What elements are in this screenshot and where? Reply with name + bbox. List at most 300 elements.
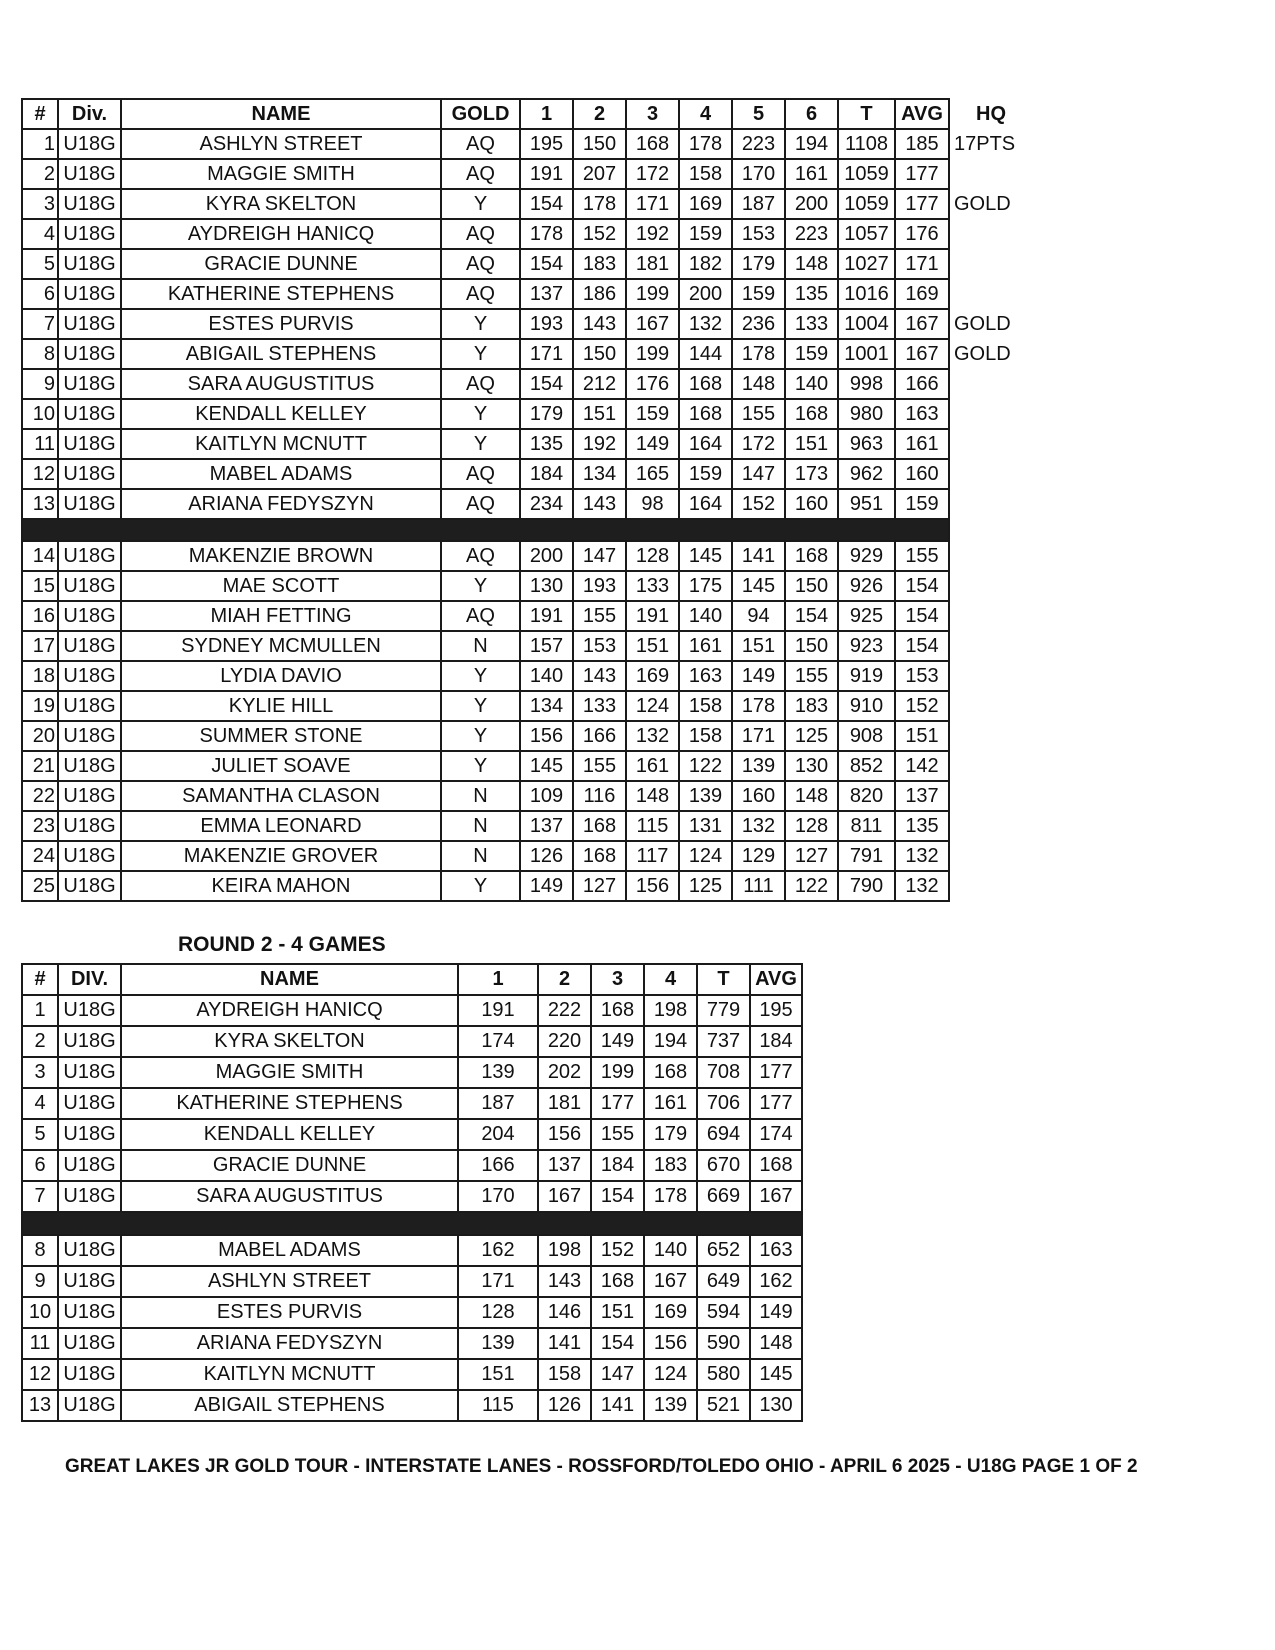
game-6-cell: 223 bbox=[785, 219, 838, 249]
rank-cell: 21 bbox=[22, 751, 58, 781]
name-cell: ABIGAIL STEPHENS bbox=[121, 339, 441, 369]
game-2-cell: 126 bbox=[538, 1390, 591, 1421]
game-4-cell: 182 bbox=[679, 249, 732, 279]
hq-note: GOLD bbox=[954, 342, 1011, 365]
hq-note bbox=[949, 751, 1029, 781]
game-4-cell: 132 bbox=[679, 309, 732, 339]
gold-cell: AQ bbox=[441, 129, 520, 159]
game-4-cell: 156 bbox=[644, 1328, 697, 1359]
game-4-cell: 140 bbox=[679, 601, 732, 631]
rank-cell: 8 bbox=[22, 339, 58, 369]
div-cell: U18G bbox=[58, 721, 121, 751]
div-cell: U18G bbox=[58, 219, 121, 249]
game-4-cell: 131 bbox=[679, 811, 732, 841]
game-3-cell: 176 bbox=[626, 369, 679, 399]
col-header-game-3: 3 bbox=[591, 964, 644, 995]
table-row bbox=[22, 601, 1029, 631]
rank-cell: 11 bbox=[22, 429, 58, 459]
table-row bbox=[22, 1390, 802, 1421]
game-2-cell: 166 bbox=[573, 721, 626, 751]
name-cell: KATHERINE STEPHENS bbox=[121, 279, 441, 309]
game-5-cell: 129 bbox=[732, 841, 785, 871]
game-3-cell: 149 bbox=[591, 1026, 644, 1057]
rank-cell: 3 bbox=[22, 1057, 58, 1088]
game-2-cell: 116 bbox=[573, 781, 626, 811]
rank-cell: 4 bbox=[22, 1088, 58, 1119]
div-cell: U18G bbox=[58, 1088, 121, 1119]
game-6-cell: 150 bbox=[785, 631, 838, 661]
div-cell: U18G bbox=[58, 1057, 121, 1088]
name-cell: MAGGIE SMITH bbox=[121, 159, 441, 189]
total-cell: 737 bbox=[697, 1026, 750, 1057]
game-2-cell: 143 bbox=[573, 309, 626, 339]
total-cell: 594 bbox=[697, 1297, 750, 1328]
hq-note bbox=[949, 781, 1029, 811]
hq-note bbox=[949, 369, 1029, 399]
hq-note bbox=[949, 489, 1029, 519]
game-3-cell: 161 bbox=[626, 751, 679, 781]
name-cell: JULIET SOAVE bbox=[121, 751, 441, 781]
name-cell: KAITLYN MCNUTT bbox=[121, 429, 441, 459]
game-1-cell: 171 bbox=[520, 339, 573, 369]
col-header-rank: # bbox=[22, 964, 58, 995]
div-cell: U18G bbox=[58, 1235, 121, 1266]
div-cell: U18G bbox=[58, 841, 121, 871]
game-6-cell: 128 bbox=[785, 811, 838, 841]
rank-cell: 7 bbox=[22, 1181, 58, 1212]
game-3-cell: 167 bbox=[626, 309, 679, 339]
total-cell: 980 bbox=[838, 399, 895, 429]
game-6-cell: 130 bbox=[785, 751, 838, 781]
game-3-cell: 155 bbox=[591, 1119, 644, 1150]
game-6-cell: 173 bbox=[785, 459, 838, 489]
table-header-row bbox=[22, 99, 1029, 129]
total-cell: 919 bbox=[838, 661, 895, 691]
game-2-cell: 220 bbox=[538, 1026, 591, 1057]
gold-cell: AQ bbox=[441, 601, 520, 631]
game-4-cell: 178 bbox=[679, 129, 732, 159]
game-1-cell: 154 bbox=[520, 249, 573, 279]
game-5-cell: 171 bbox=[732, 721, 785, 751]
avg-cell: 166 bbox=[895, 369, 949, 399]
div-cell: U18G bbox=[58, 459, 121, 489]
total-cell: 908 bbox=[838, 721, 895, 751]
table-row bbox=[22, 1150, 802, 1181]
game-4-cell: 140 bbox=[644, 1235, 697, 1266]
total-cell: 1059 bbox=[838, 189, 895, 219]
game-5-cell: 141 bbox=[732, 541, 785, 571]
table-row bbox=[22, 429, 1029, 459]
game-3-cell: 128 bbox=[626, 541, 679, 571]
table-row bbox=[22, 1057, 802, 1088]
game-4-cell: 194 bbox=[644, 1026, 697, 1057]
game-4-cell: 124 bbox=[644, 1359, 697, 1390]
avg-cell: 152 bbox=[895, 691, 949, 721]
table-body bbox=[22, 129, 1029, 901]
game-6-cell: 150 bbox=[785, 571, 838, 601]
div-cell: U18G bbox=[58, 339, 121, 369]
total-cell: 791 bbox=[838, 841, 895, 871]
table-row bbox=[22, 661, 1029, 691]
name-cell: ARIANA FEDYSZYN bbox=[121, 1328, 458, 1359]
total-cell: 951 bbox=[838, 489, 895, 519]
gold-cell: AQ bbox=[441, 541, 520, 571]
game-1-cell: 204 bbox=[458, 1119, 538, 1150]
div-cell: U18G bbox=[58, 1390, 121, 1421]
game-4-cell: 158 bbox=[679, 159, 732, 189]
name-cell: MAKENZIE BROWN bbox=[121, 541, 441, 571]
rank-cell: 12 bbox=[22, 459, 58, 489]
total-cell: 1016 bbox=[838, 279, 895, 309]
avg-cell: 168 bbox=[750, 1150, 802, 1181]
game-5-cell: 223 bbox=[732, 129, 785, 159]
rank-cell: 18 bbox=[22, 661, 58, 691]
game-5-cell: 236 bbox=[732, 309, 785, 339]
hq-note: GOLD bbox=[954, 312, 1011, 335]
game-1-cell: 178 bbox=[520, 219, 573, 249]
separator-bar bbox=[22, 519, 949, 541]
col-header-avg: AVG bbox=[895, 99, 949, 129]
game-1-cell: 234 bbox=[520, 489, 573, 519]
game-3-cell: 141 bbox=[591, 1390, 644, 1421]
name-cell: AYDREIGH HANICQ bbox=[121, 995, 458, 1026]
game-1-cell: 191 bbox=[520, 159, 573, 189]
rank-cell: 17 bbox=[22, 631, 58, 661]
avg-cell: 153 bbox=[895, 661, 949, 691]
game-1-cell: 139 bbox=[458, 1057, 538, 1088]
game-4-cell: 167 bbox=[644, 1266, 697, 1297]
avg-cell: 167 bbox=[895, 339, 949, 369]
game-4-cell: 168 bbox=[644, 1057, 697, 1088]
hq-note: GOLD bbox=[954, 192, 1011, 215]
game-1-cell: 154 bbox=[520, 369, 573, 399]
game-1-cell: 126 bbox=[520, 841, 573, 871]
div-cell: U18G bbox=[58, 399, 121, 429]
rank-cell: 3 bbox=[22, 189, 58, 219]
game-3-cell: 147 bbox=[591, 1359, 644, 1390]
game-4-cell: 168 bbox=[679, 369, 732, 399]
name-cell: ASHLYN STREET bbox=[121, 1266, 458, 1297]
div-cell: U18G bbox=[58, 601, 121, 631]
game-2-cell: 158 bbox=[538, 1359, 591, 1390]
div-cell: U18G bbox=[58, 309, 121, 339]
game-4-cell: 159 bbox=[679, 219, 732, 249]
gold-cell: Y bbox=[441, 571, 520, 601]
game-1-cell: 195 bbox=[520, 129, 573, 159]
table-row bbox=[22, 1088, 802, 1119]
game-2-cell: 168 bbox=[573, 811, 626, 841]
game-2-cell: 152 bbox=[573, 219, 626, 249]
avg-cell: 163 bbox=[895, 399, 949, 429]
table-body bbox=[22, 995, 802, 1421]
rank-cell: 22 bbox=[22, 781, 58, 811]
div-cell: U18G bbox=[58, 1026, 121, 1057]
table-row bbox=[22, 399, 1029, 429]
total-cell: 926 bbox=[838, 571, 895, 601]
rank-cell: 16 bbox=[22, 601, 58, 631]
total-cell: 910 bbox=[838, 691, 895, 721]
game-5-cell: 152 bbox=[732, 489, 785, 519]
col-header-game-1: 1 bbox=[458, 964, 538, 995]
name-cell: SARA AUGUSTITUS bbox=[121, 369, 441, 399]
avg-cell: 135 bbox=[895, 811, 949, 841]
qualifying-standings-table bbox=[21, 98, 1030, 902]
rank-cell: 23 bbox=[22, 811, 58, 841]
rank-cell: 2 bbox=[22, 159, 58, 189]
name-cell: KAITLYN MCNUTT bbox=[121, 1359, 458, 1390]
rank-cell: 6 bbox=[22, 279, 58, 309]
name-cell: ABIGAIL STEPHENS bbox=[121, 1390, 458, 1421]
hq-note bbox=[949, 399, 1029, 429]
div-cell: U18G bbox=[58, 369, 121, 399]
avg-cell: 148 bbox=[750, 1328, 802, 1359]
total-cell: 1004 bbox=[838, 309, 895, 339]
game-3-cell: 169 bbox=[626, 661, 679, 691]
total-cell: 923 bbox=[838, 631, 895, 661]
rank-cell: 13 bbox=[22, 1390, 58, 1421]
game-6-cell: 155 bbox=[785, 661, 838, 691]
game-4-cell: 159 bbox=[679, 459, 732, 489]
game-4-cell: 145 bbox=[679, 541, 732, 571]
avg-cell: 163 bbox=[750, 1235, 802, 1266]
game-4-cell: 178 bbox=[644, 1181, 697, 1212]
game-2-cell: 167 bbox=[538, 1181, 591, 1212]
game-4-cell: 168 bbox=[679, 399, 732, 429]
name-cell: EMMA LEONARD bbox=[121, 811, 441, 841]
col-header-gold: GOLD bbox=[441, 99, 520, 129]
avg-cell: 195 bbox=[750, 995, 802, 1026]
total-cell: 521 bbox=[697, 1390, 750, 1421]
name-cell: MAE SCOTT bbox=[121, 571, 441, 601]
table-row bbox=[22, 1026, 802, 1057]
table-row bbox=[22, 1119, 802, 1150]
avg-cell: 177 bbox=[895, 189, 949, 219]
gold-cell: N bbox=[441, 841, 520, 871]
total-cell: 590 bbox=[697, 1328, 750, 1359]
hq-note bbox=[949, 571, 1029, 601]
game-3-cell: 148 bbox=[626, 781, 679, 811]
game-4-cell: 164 bbox=[679, 429, 732, 459]
game-4-cell: 163 bbox=[679, 661, 732, 691]
game-6-cell: 135 bbox=[785, 279, 838, 309]
cut-line-separator bbox=[22, 1212, 802, 1235]
name-cell: AYDREIGH HANICQ bbox=[121, 219, 441, 249]
hq-note: 17PTS bbox=[954, 132, 1016, 155]
avg-cell: 167 bbox=[895, 309, 949, 339]
gold-cell: N bbox=[441, 631, 520, 661]
div-cell: U18G bbox=[58, 159, 121, 189]
game-1-cell: 149 bbox=[520, 871, 573, 901]
hq-note bbox=[949, 459, 1029, 489]
div-cell: U18G bbox=[58, 1150, 121, 1181]
rank-cell: 1 bbox=[22, 129, 58, 159]
separator-bar bbox=[22, 1212, 802, 1235]
game-3-cell: 115 bbox=[626, 811, 679, 841]
game-4-cell: 198 bbox=[644, 995, 697, 1026]
avg-cell: 132 bbox=[895, 841, 949, 871]
avg-cell: 161 bbox=[895, 429, 949, 459]
avg-cell: 130 bbox=[750, 1390, 802, 1421]
total-cell: 1027 bbox=[838, 249, 895, 279]
game-1-cell: 157 bbox=[520, 631, 573, 661]
game-5-cell: 139 bbox=[732, 751, 785, 781]
rank-cell: 5 bbox=[22, 1119, 58, 1150]
game-2-cell: 143 bbox=[538, 1266, 591, 1297]
round-2-title: ROUND 2 - 4 GAMES bbox=[178, 933, 386, 956]
game-1-cell: 191 bbox=[520, 601, 573, 631]
table-row bbox=[22, 1297, 802, 1328]
rank-cell: 1 bbox=[22, 995, 58, 1026]
rank-cell: 9 bbox=[22, 1266, 58, 1297]
total-cell: 963 bbox=[838, 429, 895, 459]
name-cell: MABEL ADAMS bbox=[121, 1235, 458, 1266]
game-2-cell: 186 bbox=[573, 279, 626, 309]
rank-cell: 8 bbox=[22, 1235, 58, 1266]
hq-note bbox=[949, 279, 1029, 309]
name-cell: ESTES PURVIS bbox=[121, 309, 441, 339]
game-3-cell: 192 bbox=[626, 219, 679, 249]
game-4-cell: 183 bbox=[644, 1150, 697, 1181]
hq-note bbox=[949, 721, 1029, 751]
div-cell: U18G bbox=[58, 541, 121, 571]
game-5-cell: 132 bbox=[732, 811, 785, 841]
game-5-cell: 147 bbox=[732, 459, 785, 489]
table-row bbox=[22, 219, 1029, 249]
gold-cell: AQ bbox=[441, 249, 520, 279]
page-footer: GREAT LAKES JR GOLD TOUR - INTERSTATE LANES - ROSSFORD/TOLEDO OHIO - APRIL 6 2025 - U18G PAGE 1 OF 2 bbox=[65, 1456, 1138, 1477]
rank-cell: 20 bbox=[22, 721, 58, 751]
avg-cell: 160 bbox=[895, 459, 949, 489]
div-cell: U18G bbox=[58, 1119, 121, 1150]
game-3-cell: 151 bbox=[591, 1297, 644, 1328]
table-row bbox=[22, 129, 1029, 159]
game-4-cell: 179 bbox=[644, 1119, 697, 1150]
game-6-cell: 154 bbox=[785, 601, 838, 631]
div-cell: U18G bbox=[58, 429, 121, 459]
game-3-cell: 154 bbox=[591, 1328, 644, 1359]
name-cell: MAGGIE SMITH bbox=[121, 1057, 458, 1088]
div-cell: U18G bbox=[58, 661, 121, 691]
game-2-cell: 202 bbox=[538, 1057, 591, 1088]
game-6-cell: 125 bbox=[785, 721, 838, 751]
gold-cell: AQ bbox=[441, 489, 520, 519]
total-cell: 580 bbox=[697, 1359, 750, 1390]
game-6-cell: 148 bbox=[785, 781, 838, 811]
avg-cell: 155 bbox=[895, 541, 949, 571]
game-4-cell: 125 bbox=[679, 871, 732, 901]
game-4-cell: 161 bbox=[644, 1088, 697, 1119]
table-row bbox=[22, 159, 1029, 189]
game-3-cell: 199 bbox=[626, 339, 679, 369]
total-cell: 998 bbox=[838, 369, 895, 399]
gold-cell: Y bbox=[441, 189, 520, 219]
game-1-cell: 130 bbox=[520, 571, 573, 601]
game-4-cell: 139 bbox=[679, 781, 732, 811]
hq-note bbox=[949, 601, 1029, 631]
div-cell: U18G bbox=[58, 129, 121, 159]
hq-note bbox=[949, 249, 1029, 279]
avg-cell: 154 bbox=[895, 631, 949, 661]
game-6-cell: 127 bbox=[785, 841, 838, 871]
col-header-name: NAME bbox=[121, 964, 458, 995]
game-5-cell: 159 bbox=[732, 279, 785, 309]
game-1-cell: 137 bbox=[520, 279, 573, 309]
game-5-cell: 172 bbox=[732, 429, 785, 459]
game-1-cell: 135 bbox=[520, 429, 573, 459]
total-cell: 649 bbox=[697, 1266, 750, 1297]
avg-cell: 137 bbox=[895, 781, 949, 811]
game-2-cell: 198 bbox=[538, 1235, 591, 1266]
name-cell: GRACIE DUNNE bbox=[121, 249, 441, 279]
avg-cell: 171 bbox=[895, 249, 949, 279]
game-2-cell: 143 bbox=[573, 489, 626, 519]
game-2-cell: 207 bbox=[573, 159, 626, 189]
cut-line-separator bbox=[22, 519, 1029, 541]
game-2-cell: 146 bbox=[538, 1297, 591, 1328]
avg-cell: 177 bbox=[750, 1057, 802, 1088]
rank-cell: 2 bbox=[22, 1026, 58, 1057]
avg-cell: 174 bbox=[750, 1119, 802, 1150]
gold-cell: Y bbox=[441, 871, 520, 901]
table-row bbox=[22, 571, 1029, 601]
game-2-cell: 192 bbox=[573, 429, 626, 459]
game-3-cell: 154 bbox=[591, 1181, 644, 1212]
game-2-cell: 150 bbox=[573, 339, 626, 369]
rank-cell: 4 bbox=[22, 219, 58, 249]
game-6-cell: 159 bbox=[785, 339, 838, 369]
game-5-cell: 187 bbox=[732, 189, 785, 219]
game-6-cell: 183 bbox=[785, 691, 838, 721]
name-cell: LYDIA DAVIO bbox=[121, 661, 441, 691]
total-cell: 694 bbox=[697, 1119, 750, 1150]
game-5-cell: 153 bbox=[732, 219, 785, 249]
game-1-cell: 166 bbox=[458, 1150, 538, 1181]
table-row bbox=[22, 1181, 802, 1212]
gold-cell: Y bbox=[441, 399, 520, 429]
avg-cell: 162 bbox=[750, 1266, 802, 1297]
game-4-cell: 122 bbox=[679, 751, 732, 781]
rank-cell: 19 bbox=[22, 691, 58, 721]
game-5-cell: 178 bbox=[732, 691, 785, 721]
game-1-cell: 191 bbox=[458, 995, 538, 1026]
hq-spacer bbox=[949, 519, 1029, 541]
name-cell: SARA AUGUSTITUS bbox=[121, 1181, 458, 1212]
table-row bbox=[22, 541, 1029, 571]
hq-note bbox=[949, 691, 1029, 721]
gold-cell: Y bbox=[441, 751, 520, 781]
game-3-cell: 151 bbox=[626, 631, 679, 661]
rank-cell: 25 bbox=[22, 871, 58, 901]
game-3-cell: 181 bbox=[626, 249, 679, 279]
game-5-cell: 111 bbox=[732, 871, 785, 901]
game-4-cell: 158 bbox=[679, 721, 732, 751]
game-1-cell: 137 bbox=[520, 811, 573, 841]
game-1-cell: 200 bbox=[520, 541, 573, 571]
rank-cell: 9 bbox=[22, 369, 58, 399]
game-2-cell: 133 bbox=[573, 691, 626, 721]
game-1-cell: 179 bbox=[520, 399, 573, 429]
game-2-cell: 155 bbox=[573, 601, 626, 631]
name-cell: KYLIE HILL bbox=[121, 691, 441, 721]
rank-cell: 10 bbox=[22, 1297, 58, 1328]
game-1-cell: 156 bbox=[520, 721, 573, 751]
game-3-cell: 184 bbox=[591, 1150, 644, 1181]
col-header-game-5: 5 bbox=[732, 99, 785, 129]
total-cell: 1001 bbox=[838, 339, 895, 369]
game-5-cell: 149 bbox=[732, 661, 785, 691]
div-cell: U18G bbox=[58, 751, 121, 781]
game-2-cell: 222 bbox=[538, 995, 591, 1026]
